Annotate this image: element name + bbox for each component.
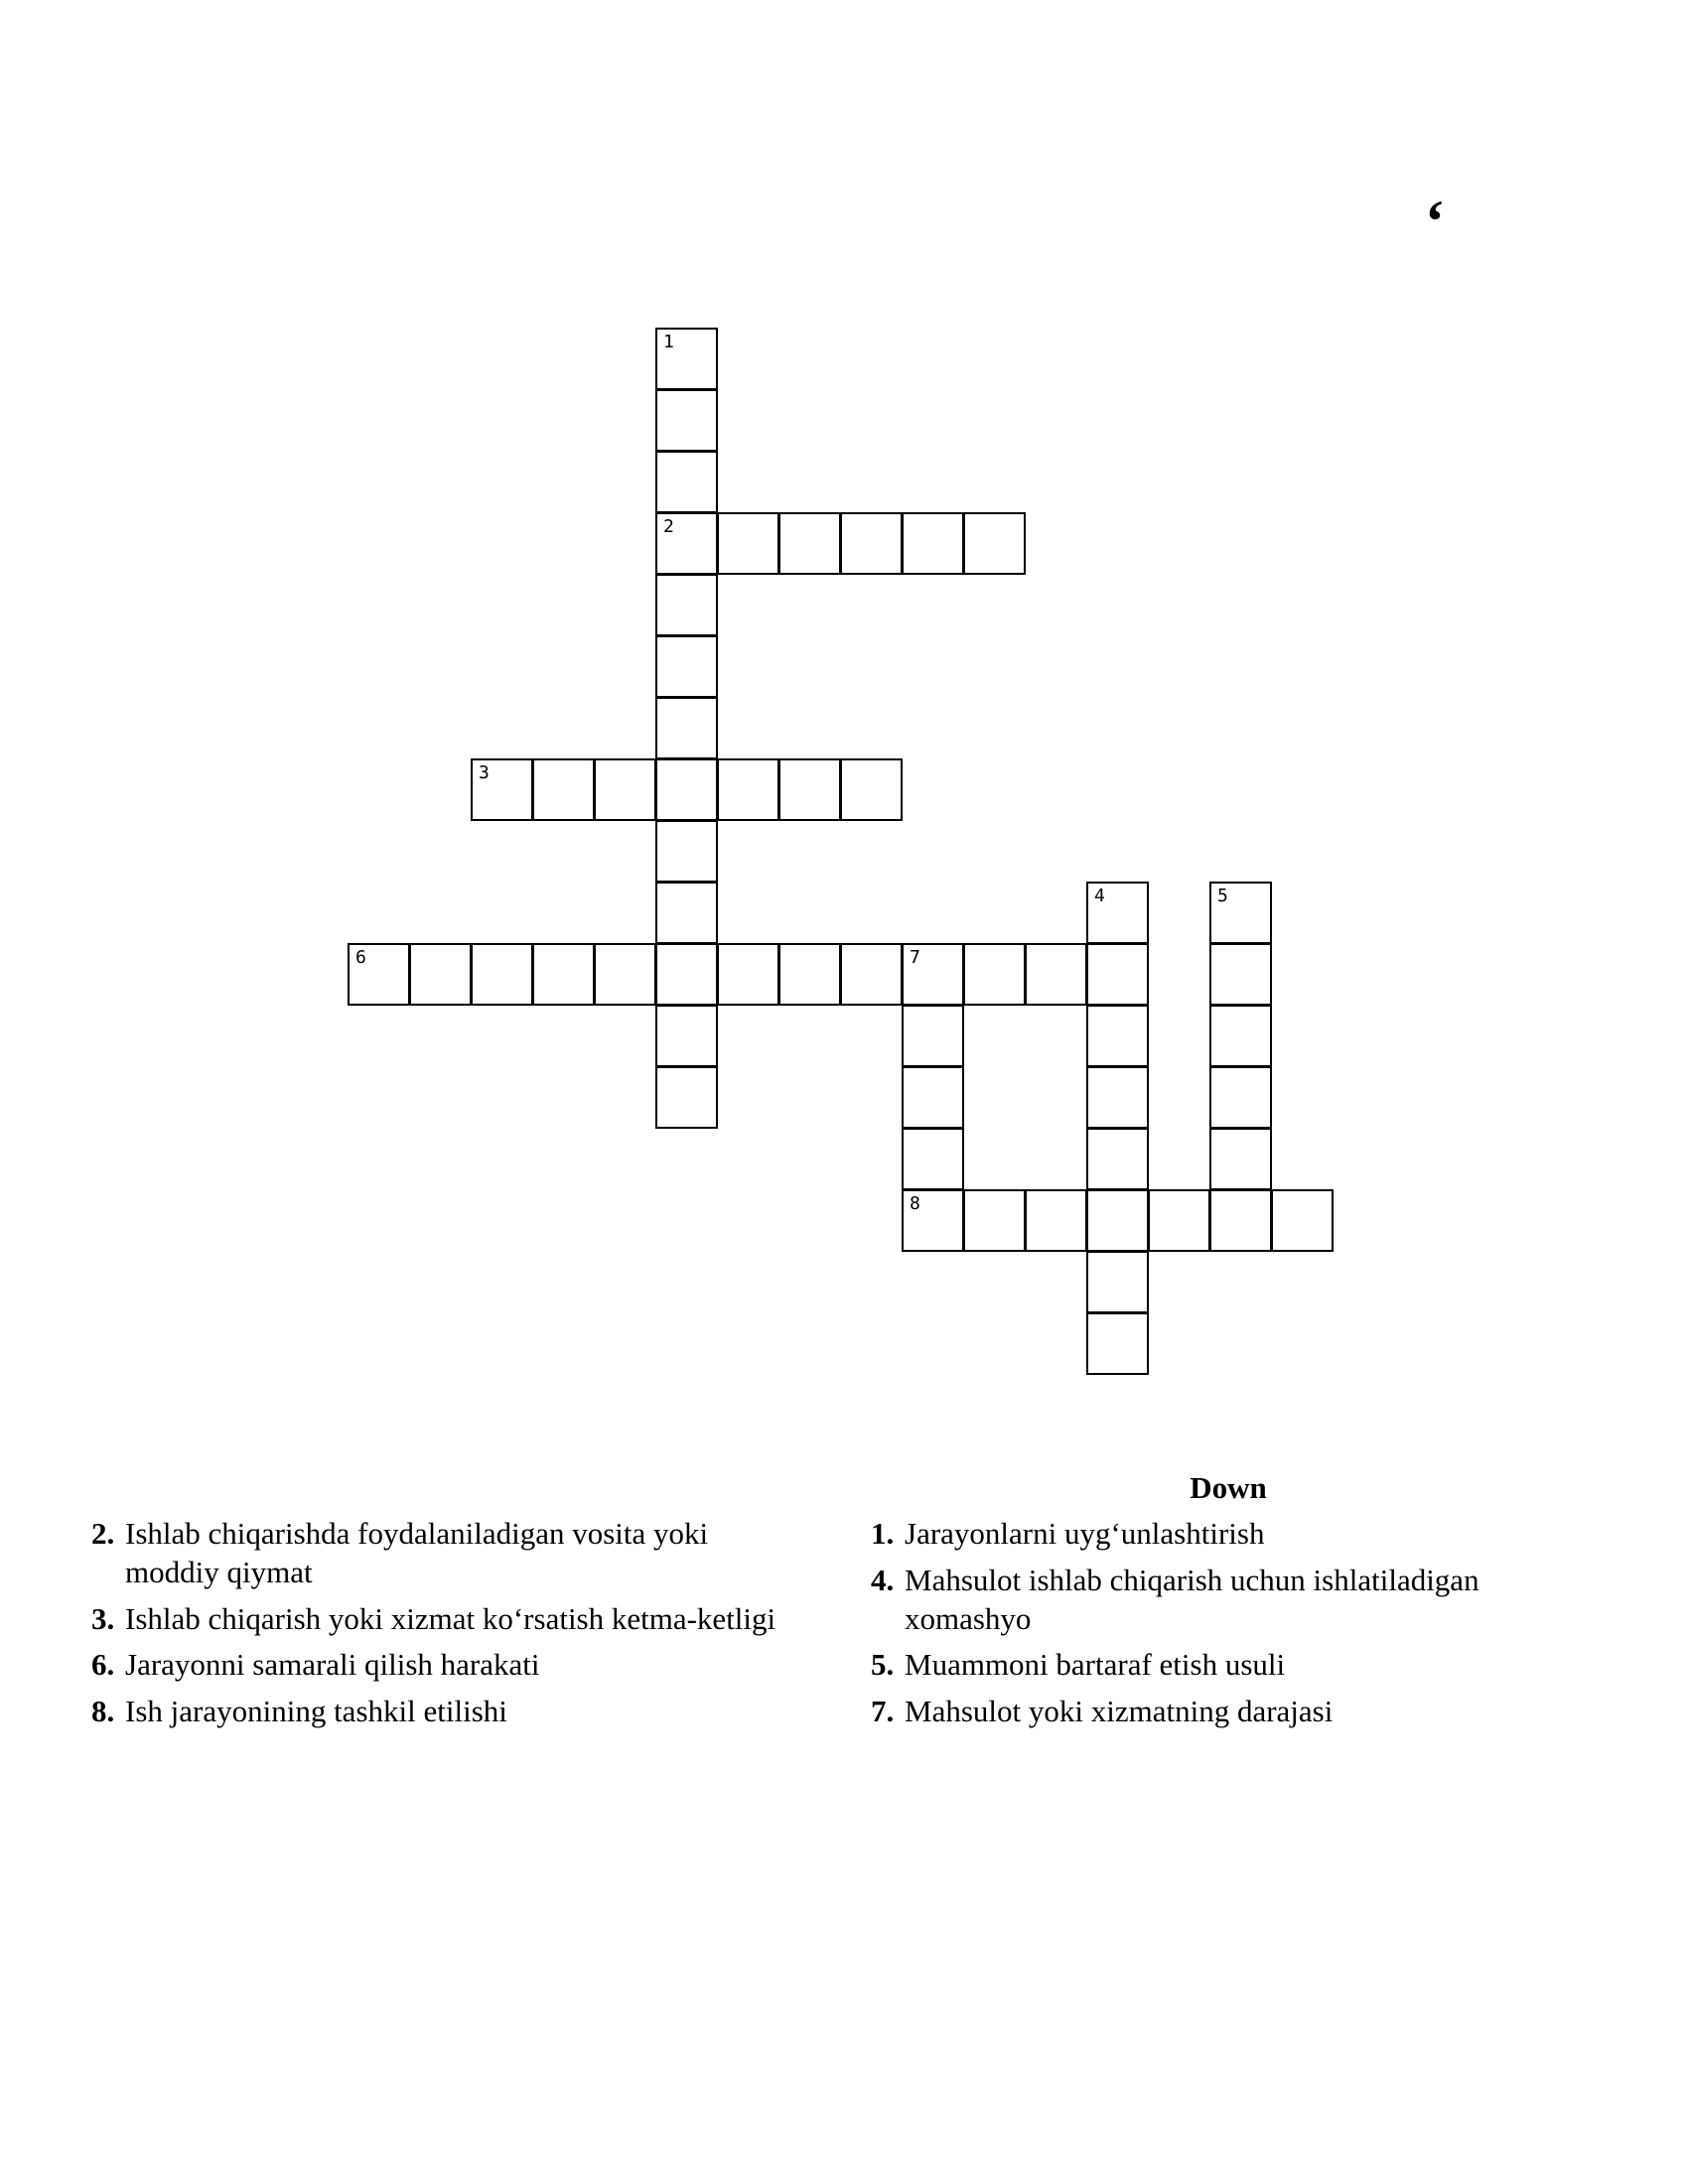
crossword-cell[interactable] xyxy=(778,943,841,1006)
crossword-cell[interactable] xyxy=(902,512,964,575)
crossword-cell-4[interactable] xyxy=(1086,882,1149,944)
crossword-cell[interactable] xyxy=(655,574,718,636)
crossword-cell[interactable] xyxy=(1148,1189,1210,1252)
crossword-cell[interactable] xyxy=(655,389,718,452)
crossword-cell[interactable] xyxy=(902,1005,964,1067)
crossword-cell[interactable] xyxy=(655,943,718,1006)
crossword-cell[interactable] xyxy=(778,512,841,575)
crossword-cell-7[interactable] xyxy=(902,943,964,1006)
clue-down-4 xyxy=(871,1562,1586,1639)
cell-number: 4 xyxy=(1094,886,1105,906)
down-heading: Down xyxy=(1190,1470,1267,1505)
crossword-cell[interactable] xyxy=(1025,943,1087,1006)
crossword-cell[interactable] xyxy=(1209,1005,1272,1067)
crossword-cell[interactable] xyxy=(594,758,656,821)
cell-number: 1 xyxy=(663,332,674,352)
clue-number: 3. xyxy=(91,1600,115,1636)
crossword-cell[interactable] xyxy=(1271,1189,1334,1252)
crossword-cell[interactable] xyxy=(655,451,718,513)
crossword-cell[interactable] xyxy=(902,1128,964,1190)
cell-number: 3 xyxy=(479,762,490,783)
crossword-cell[interactable] xyxy=(1086,943,1149,1006)
crossword-cell[interactable] xyxy=(655,820,718,883)
down-clues xyxy=(871,1469,1586,1739)
crossword-cell[interactable] xyxy=(1086,1066,1149,1129)
crossword-cell-3[interactable] xyxy=(471,758,533,821)
cell-number: 5 xyxy=(1217,886,1228,906)
clue-text: Ishlab chiqarish yoki xizmat ko‘rsatish ketma-ketligi xyxy=(125,1600,776,1636)
crossword-cell[interactable] xyxy=(655,635,718,698)
crossword-cell[interactable] xyxy=(840,943,903,1006)
crossword-cell[interactable] xyxy=(655,1005,718,1067)
crossword-cell[interactable] xyxy=(1209,1128,1272,1190)
across-heading xyxy=(91,1469,786,1513)
crossword-cell[interactable] xyxy=(963,512,1026,575)
across-clues xyxy=(91,1469,786,1739)
crossword-cell[interactable] xyxy=(1025,1189,1087,1252)
clue-text: Jarayonni samarali qilish harakati xyxy=(125,1647,540,1683)
crossword-cell[interactable] xyxy=(471,943,533,1006)
crossword-cell[interactable] xyxy=(717,943,779,1006)
crossword-cell[interactable] xyxy=(532,758,595,821)
crossword-cell-5[interactable] xyxy=(1209,882,1272,944)
crossword-cell-8[interactable] xyxy=(902,1189,964,1252)
crossword-cell[interactable] xyxy=(1209,943,1272,1006)
clue-across-6 xyxy=(91,1646,786,1685)
crossword-cell[interactable] xyxy=(532,943,595,1006)
clue-text: Ish jarayonining tashkil etilishi xyxy=(125,1694,507,1728)
crossword-cell-1[interactable] xyxy=(655,328,718,390)
crossword-cell[interactable] xyxy=(717,512,779,575)
crossword-cell-6[interactable] xyxy=(348,943,410,1006)
clue-across-8 xyxy=(91,1693,786,1731)
clue-down-7 xyxy=(871,1693,1586,1731)
crossword-cell[interactable] xyxy=(963,943,1026,1006)
clue-text: Jarayonlarni uyg‘unlashtirish xyxy=(905,1516,1265,1551)
crossword-cell[interactable] xyxy=(655,882,718,944)
clue-number: 1. xyxy=(871,1516,895,1551)
crossword-cell[interactable] xyxy=(1086,1189,1149,1252)
cell-number: 8 xyxy=(910,1193,920,1214)
crossword-cell[interactable] xyxy=(655,758,718,821)
clue-down-1 xyxy=(871,1515,1586,1554)
crossword-cell[interactable] xyxy=(717,758,779,821)
crossword-cell[interactable] xyxy=(1086,1005,1149,1067)
crossword-cell[interactable] xyxy=(655,1066,718,1129)
cell-number: 7 xyxy=(910,947,920,968)
cell-number: 2 xyxy=(663,516,674,537)
clue-number: 8. xyxy=(91,1694,115,1728)
crossword-cell[interactable] xyxy=(1209,1066,1272,1129)
crossword-cell[interactable] xyxy=(655,697,718,759)
crossword-cell[interactable] xyxy=(594,943,656,1006)
clue-across-3 xyxy=(91,1600,786,1639)
crossword-cell[interactable] xyxy=(1209,1189,1272,1252)
clue-across-2 xyxy=(91,1515,786,1592)
crossword-cell[interactable] xyxy=(778,758,841,821)
clue-number: 6. xyxy=(91,1647,115,1683)
crossword-cell[interactable] xyxy=(1086,1312,1149,1375)
clue-text: Muammoni bartaraf etish usuli xyxy=(905,1647,1286,1683)
crossword-cell[interactable] xyxy=(1086,1251,1149,1313)
clue-number: 7. xyxy=(871,1694,895,1728)
clue-text: Mahsulot ishlab chiqarish uchun ishlatiladigan xomashyo xyxy=(905,1562,1479,1636)
crossword-cell[interactable] xyxy=(1086,1128,1149,1190)
crossword-cell[interactable] xyxy=(902,1066,964,1129)
crossword-cell[interactable] xyxy=(409,943,472,1006)
corner-mark: ‘ xyxy=(1425,189,1445,254)
clue-down-5 xyxy=(871,1646,1586,1685)
clue-number: 5. xyxy=(871,1647,895,1683)
crossword-cell[interactable] xyxy=(963,1189,1026,1252)
clue-text: Ishlab chiqarishda foydalaniladigan vosita yoki moddiy qiymat xyxy=(125,1516,709,1589)
crossword-cell[interactable] xyxy=(840,512,903,575)
clue-number: 4. xyxy=(871,1562,895,1597)
crossword-cell-2[interactable] xyxy=(655,512,718,575)
cell-number: 6 xyxy=(355,947,366,968)
clue-text: Mahsulot yoki xizmatning darajasi xyxy=(905,1694,1334,1728)
crossword-cell[interactable] xyxy=(840,758,903,821)
clue-number: 2. xyxy=(91,1516,115,1551)
